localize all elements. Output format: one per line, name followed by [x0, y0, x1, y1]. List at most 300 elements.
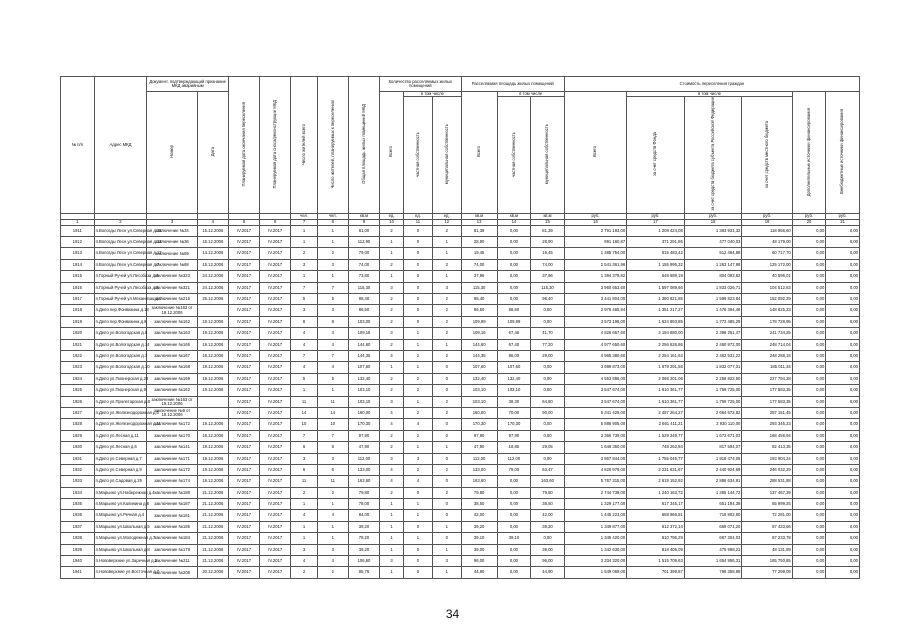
cell-l: 67 233,78 [742, 533, 792, 544]
cell-addr: п.Марьино ул.Молодежная д.7 [94, 533, 147, 544]
cell-c2: 2 [404, 373, 433, 384]
cell-c3: 3 [432, 282, 461, 293]
cell-b: 2 398 251,47 [684, 328, 742, 339]
cell-b: 2 886 634,91 [684, 476, 742, 487]
cell-s2: 0,00 [497, 544, 531, 555]
cell-p2: IV.2017 [260, 510, 291, 521]
cell-r1: 5 [291, 294, 317, 305]
cell-s1: 28,90 [461, 237, 497, 248]
cell-date: 19.12.2006 [197, 385, 228, 396]
cell-p2: IV.2017 [260, 373, 291, 384]
cell-date [197, 305, 228, 316]
header-area-incl: в том числе [497, 92, 564, 97]
cell-c2: 2 [404, 464, 433, 475]
cell-p2: IV.2017 [260, 567, 291, 578]
cell-f: 2 497 264,27 [627, 407, 685, 418]
cell-s2: 0,00 [497, 271, 531, 282]
cell-f: 617 345,17 [627, 499, 685, 510]
cell-e: 0,00 [792, 476, 826, 487]
cell-f: 658 966,81 [627, 510, 685, 521]
table-row [61, 339, 860, 350]
cell-addr: п.Депо ул.Вологодская д.14 [94, 339, 147, 350]
cell-date: 21.12.2006 [197, 556, 228, 567]
cell-c2: 4 [404, 419, 433, 430]
cell-l: 177 583,35 [742, 396, 792, 407]
table-row [61, 476, 860, 487]
cell-t: 991 160,87 [564, 237, 626, 248]
cell-doc: заключение №184 [147, 533, 197, 544]
cell-s3: 38,50 [531, 499, 565, 510]
cell-nb: 0,00 [826, 316, 860, 327]
cell-t: 1 646 350,00 [564, 442, 626, 453]
cell-r1: 3 [291, 259, 317, 270]
cell-s1: 109,16 [461, 328, 497, 339]
cell-p1: IV.2017 [228, 385, 259, 396]
header-cost: Стоимость переселения граждан [564, 77, 859, 92]
column-number: 1 [61, 219, 95, 225]
cell-e: 0,00 [792, 316, 826, 327]
cell-r2: 4 [317, 556, 348, 567]
cell-e: 0,00 [792, 351, 826, 362]
cell-c2: 0 [404, 225, 433, 236]
cell-r1: 6 [291, 464, 317, 475]
cell-r2: 1 [317, 499, 348, 510]
cell-s1: 109,99 [461, 316, 497, 327]
cell-f: 612 372,14 [627, 521, 685, 532]
cell-addr: п.Вологды Лесн ул.Северная д.13 [94, 237, 147, 248]
cell-date: 21.12.2006 [197, 544, 228, 555]
cell-addr: п.Депо ул.Садовая д.26 [94, 476, 147, 487]
unit-cell: кв.м [461, 213, 497, 219]
cell-nb: 0,00 [826, 282, 860, 293]
cell-c2: 0 [404, 248, 433, 259]
cell-p2: IV.2017 [260, 396, 291, 407]
cell-b: 1 599 823,84 [684, 294, 742, 305]
cell-nb: 0,00 [826, 464, 860, 475]
cell-t: 1 329 177,00 [564, 499, 626, 510]
cell-s2: 109,99 [497, 316, 531, 327]
cell-c2: 2 [404, 430, 433, 441]
column-number: 18 [684, 219, 742, 225]
cell-f: 1 755 045,77 [627, 453, 685, 464]
cell-c2: 1 [404, 533, 433, 544]
cell-area: 47,90 [348, 442, 379, 453]
cell-nb: 0,00 [826, 419, 860, 430]
cell-t: 5 886 905,00 [564, 419, 626, 430]
cell-s1: 38,50 [461, 499, 497, 510]
cell-b: 669 071,20 [684, 521, 742, 532]
cell-p2: IV.2017 [260, 419, 291, 430]
cell-c1: 1 [380, 567, 404, 578]
cell-c1: 4 [380, 351, 404, 362]
column-number: 16 [564, 219, 626, 225]
cell-c1: 1 [380, 362, 404, 373]
cell-c1: 2 [380, 259, 404, 270]
cell-doc: заключение №323 [147, 271, 197, 282]
cell-area: 86,50 [348, 305, 379, 316]
cell-s1: 103,10 [461, 396, 497, 407]
cell-c1: 3 [380, 556, 404, 567]
cell-date: 21.12.2006 [197, 510, 228, 521]
cell-date: 20.12.2006 [197, 567, 228, 578]
cell-n: 1935 [61, 499, 95, 510]
cell-nb: 0,00 [826, 396, 860, 407]
cell-r1: 1 [291, 225, 317, 236]
cell-area: 160,00 [348, 407, 379, 418]
cell-s3: 0,00 [531, 316, 565, 327]
cell-c1: 4 [380, 464, 404, 475]
cell-p1: IV.2017 [228, 510, 259, 521]
cell-r2: 7 [317, 282, 348, 293]
cell-p2: IV.2017 [260, 533, 291, 544]
cell-b: 651 194,39 [684, 499, 742, 510]
cell-area: 79,80 [348, 487, 379, 498]
cell-p1: IV.2017 [228, 316, 259, 327]
cell-c3: 1 [432, 339, 461, 350]
cell-doc: заключение №162 [147, 316, 197, 327]
cell-doc: заключение №166 [147, 339, 197, 350]
cell-s1: 144,35 [461, 351, 497, 362]
cell-p2: IV.2017 [260, 339, 291, 350]
cell-c2: 1 [404, 499, 433, 510]
cell-doc: заключение №163 от 19.12.2006 [147, 396, 197, 407]
cell-s1: 79,80 [461, 487, 497, 498]
cell-s3: 19,45 [531, 248, 565, 259]
cell-f: 371 291,86 [627, 237, 685, 248]
unit-cell: кв.м [497, 213, 531, 219]
cell-nb: 0,00 [826, 385, 860, 396]
table-row [61, 521, 860, 532]
header-budget-subject: за счет средств бюджета субъекта Российской Федерации [684, 97, 742, 213]
cell-e: 0,00 [792, 556, 826, 567]
cell-s2: 0,00 [497, 225, 531, 236]
cell-r1: 2 [291, 567, 317, 578]
table-row [61, 442, 860, 453]
cell-s3: 41,70 [531, 328, 565, 339]
cell-c1: 2 [380, 294, 404, 305]
cell-nb: 0,00 [826, 362, 860, 373]
cell-doc: заключение №68 [147, 259, 197, 270]
cell-s1: 44,90 [461, 567, 497, 578]
cell-c1: 4 [380, 476, 404, 487]
cell-l: 178 728,95 [742, 316, 792, 327]
cell-n: 1923 [61, 362, 95, 373]
cell-r2: 14 [317, 407, 348, 418]
cell-nb: 0,00 [826, 510, 860, 521]
cell-l: 177 583,35 [742, 385, 792, 396]
cell-date: 19.12.2006 [197, 430, 228, 441]
cell-s1: 133,00 [461, 464, 497, 475]
cell-r2: 6 [317, 464, 348, 475]
cell-addr: п.Вологды Лесн ул.Северная д.15 [94, 225, 147, 236]
cell-b: 1 832 077,31 [684, 362, 742, 373]
cell-c2: 0 [404, 294, 433, 305]
table-row [61, 225, 860, 236]
cell-b: 1 476 394,48 [684, 305, 742, 316]
cell-t: 2 791 193,00 [564, 225, 626, 236]
cell-date: 14.12.2006 [197, 248, 228, 259]
header-budget-local: за счет средств местного бюджета [742, 97, 792, 213]
cell-c3: 1 [432, 271, 461, 282]
cell-c3: 0 [432, 430, 461, 441]
header-address: Адрес МКД [94, 77, 147, 214]
table-row [61, 282, 860, 293]
cell-c1: 2 [380, 316, 404, 327]
cell-b: 512 484,88 [684, 248, 742, 259]
cell-b: 2 258 822,50 [684, 373, 742, 384]
cell-r1: 8 [291, 316, 317, 327]
cell-p1: IV.2017 [228, 237, 259, 248]
cell-f: 548 689,19 [627, 271, 685, 282]
cell-p2: IV.2017 [260, 464, 291, 475]
cell-c3: 2 [432, 351, 461, 362]
cell-l: 246 032,29 [742, 464, 792, 475]
cell-p1: IV.2017 [228, 259, 259, 270]
cell-nb: 0,00 [826, 305, 860, 316]
cell-c3: 2 [432, 328, 461, 339]
cell-area: 39,20 [348, 521, 379, 532]
cell-date: 19.12.2006 [197, 373, 228, 384]
header-area-settled: Расселяемая площадь жилых помещений [461, 77, 564, 92]
cell-p2: IV.2017 [260, 385, 291, 396]
table-row [61, 464, 860, 475]
cell-r2: 1 [317, 533, 348, 544]
cell-c3: 2 [432, 294, 461, 305]
cell-r1: 3 [291, 544, 317, 555]
cell-f: 615 483,42 [627, 248, 685, 259]
cell-s3: 39,00 [531, 544, 565, 555]
cell-f: 2 256 626,86 [627, 339, 685, 350]
cell-c1: 3 [380, 282, 404, 293]
cell-c3: 0 [432, 385, 461, 396]
cell-p1: IV.2017 [228, 362, 259, 373]
cell-f: 1 380 921,85 [627, 294, 685, 305]
cell-b: 1 918 474,05 [684, 453, 742, 464]
cell-nb: 0,00 [826, 544, 860, 555]
cell-addr: п.Депо ул.Северная д.9 [94, 464, 147, 475]
cell-area: 103,10 [348, 385, 379, 396]
header-document: Документ, подтверждающий признание МКД аварийным [147, 77, 229, 92]
cell-date: 15.12.2006 [197, 259, 228, 270]
cell-addr: п.Марьино ул.Набережная д.4 [94, 487, 147, 498]
cell-s3: 0,00 [531, 362, 565, 373]
unit-cell: руб. [742, 213, 792, 219]
cell-s1: 107,60 [461, 362, 497, 373]
cell-f: 1 610 361,77 [627, 385, 685, 396]
cell-addr: п.Горный Ручей ул.Лесобаза д.8 [94, 282, 147, 293]
cell-c2: 0 [404, 544, 433, 555]
cell-p1: IV.2017 [228, 464, 259, 475]
cell-nb: 0,00 [826, 487, 860, 498]
cell-b: 1 759 725,00 [684, 396, 742, 407]
cell-t: 3 441 804,00 [564, 294, 626, 305]
column-number: 19 [742, 219, 792, 225]
header-total-area: Общая площадь жилых помещений МКД [348, 77, 379, 214]
cell-nb: 0,00 [826, 442, 860, 453]
table-row [61, 385, 860, 396]
cell-s3: 115,30 [531, 282, 565, 293]
cell-c2: 0 [404, 567, 433, 578]
column-number: 11 [404, 219, 433, 225]
cell-n: 1912 [61, 237, 95, 248]
cell-t: 3 334 320,00 [564, 556, 626, 567]
unit-cell: руб. [564, 213, 626, 219]
cell-p1: IV.2017 [228, 556, 259, 567]
column-number: 7 [291, 219, 317, 225]
cell-r2: 11 [317, 396, 348, 407]
cell-area: 79,00 [348, 248, 379, 259]
cell-c1: 1 [380, 237, 404, 248]
cell-p2: IV.2017 [260, 259, 291, 270]
cell-r1: 4 [291, 362, 317, 373]
cell-n: 1927 [61, 407, 95, 418]
cell-t: 2 541 361,96 [564, 259, 626, 270]
cell-l: 193 904,24 [742, 453, 792, 464]
cell-area: 103,10 [348, 396, 379, 407]
cell-p2: IV.2017 [260, 225, 291, 236]
cell-s3: 90,00 [531, 407, 565, 418]
cell-f: 2 254 161,63 [627, 351, 685, 362]
cell-b: 1 833 026,71 [684, 282, 742, 293]
cell-n: 1920 [61, 328, 95, 339]
cell-p1: IV.2017 [228, 407, 259, 418]
cell-l: 118 956,60 [742, 225, 792, 236]
cell-p2: IV.2017 [260, 294, 291, 305]
cell-s2: 70,00 [497, 407, 531, 418]
cell-l: 168 458,94 [742, 430, 792, 441]
cell-b: 475 998,21 [684, 544, 742, 555]
cell-r1: 7 [291, 351, 317, 362]
cell-addr: п.Горный Ручей ул.Лесобаза д.6 [94, 271, 147, 282]
cell-c1: 3 [380, 396, 404, 407]
unit-cell: ед. [380, 213, 404, 219]
cell-c3: 1 [432, 521, 461, 532]
cell-e: 0,00 [792, 339, 826, 350]
cell-l: 137 467,39 [742, 487, 792, 498]
cell-p1: IV.2017 [228, 419, 259, 430]
cell-p1: IV.2017 [228, 328, 259, 339]
cell-p2: IV.2017 [260, 316, 291, 327]
cell-s3: 28,90 [531, 237, 565, 248]
cell-r1: 11 [291, 476, 317, 487]
header-extra: Дополнительные источники финансирования [792, 92, 826, 214]
cell-l: 248 288,15 [742, 351, 792, 362]
cell-b: 667 304,03 [684, 533, 742, 544]
cell-l: 67 433,66 [742, 521, 792, 532]
cell-r1: 4 [291, 510, 317, 521]
cell-n: 1925 [61, 385, 95, 396]
cell-t: 1 445 223,00 [564, 510, 626, 521]
cell-doc: заключение №172 [147, 464, 197, 475]
cell-b: 817 594,07 [684, 442, 742, 453]
cell-s1: 132,40 [461, 373, 497, 384]
cell-area: 103,00 [348, 316, 379, 327]
cell-n: 1911 [61, 225, 95, 236]
unit-cell: руб. [627, 213, 685, 219]
cell-s1: 39,10 [461, 533, 497, 544]
cell-addr: п.Депо ул.Лесная д.6 [94, 442, 147, 453]
table-row [61, 259, 860, 270]
table-row [61, 533, 860, 544]
cell-e: 0,00 [792, 533, 826, 544]
cell-nb: 0,00 [826, 351, 860, 362]
cell-doc: заключение №36 [147, 237, 197, 248]
cell-t: 4 553 886,00 [564, 373, 626, 384]
cell-e: 0,00 [792, 362, 826, 373]
cell-area: 106,60 [348, 556, 379, 567]
cell-t: 4 820 979,00 [564, 464, 626, 475]
cell-t: 1 349 877,00 [564, 521, 626, 532]
cell-addr: п.Депо ул.Вологодская д.7 [94, 351, 147, 362]
cell-n: 1922 [61, 351, 95, 362]
cell-doc: заключение №163 от 19.12.2006 [147, 305, 197, 316]
cell-p1: IV.2017 [228, 396, 259, 407]
unit-cell: руб. [684, 213, 742, 219]
cell-s2: 86,00 [497, 351, 531, 362]
cell-s3: 98,40 [531, 294, 565, 305]
cell-s1: 96,00 [461, 556, 497, 567]
cell-c2: 1 [404, 510, 433, 521]
cell-l: 65 999,25 [742, 499, 792, 510]
cell-addr: п.Депо ул.Вологодская д.8 [94, 328, 147, 339]
cell-r2: 1 [317, 237, 348, 248]
cell-doc: заключение №34 [147, 225, 197, 236]
cell-p2: IV.2017 [260, 351, 291, 362]
cell-doc: заключение №169 [147, 373, 197, 384]
cell-l: 185 011,34 [742, 362, 792, 373]
cell-area: 85,76 [348, 567, 379, 578]
cell-s3: 79,80 [531, 487, 565, 498]
cell-doc: заключение №185 [147, 521, 197, 532]
cell-p1: IV.2017 [228, 373, 259, 384]
cell-area: 112,00 [348, 453, 379, 464]
cell-addr: п.Депо ул.Пионерская д.28 [94, 373, 147, 384]
cell-date [197, 407, 228, 418]
cell-n: 1936 [61, 510, 95, 521]
cell-s2: 0,00 [497, 556, 531, 567]
cell-area: 74,00 [348, 259, 379, 270]
header-fund: за счет средств Фонда [627, 97, 685, 213]
cell-s1: 39,20 [461, 521, 497, 532]
cell-r2: 1 [317, 385, 348, 396]
cell-doc: заключение №162 [147, 385, 197, 396]
cell-t: 3 573 199,00 [564, 316, 626, 327]
cell-n: 1940 [61, 556, 95, 567]
cell-n: 1919 [61, 316, 95, 327]
cell-s2: 0,00 [497, 282, 531, 293]
cell-addr: п.Марьино ул.Калинина д.6 [94, 499, 147, 510]
header-rooms-incl: в том числе [404, 92, 462, 97]
cell-c1: 1 [380, 248, 404, 259]
cell-b: 2 460 872,00 [684, 339, 742, 350]
cell-c2: 0 [404, 271, 433, 282]
cell-s3: 29,00 [531, 351, 565, 362]
cell-addr: п.Депо пер.Фонвизина д.8 [94, 316, 147, 327]
cell-s2: 67,46 [497, 328, 531, 339]
cell-addr: п.Депо ул.Вологодская д.10 [94, 362, 147, 373]
cell-r2: 5 [317, 294, 348, 305]
cell-date: 24.12.2006 [197, 282, 228, 293]
cell-c2: 1 [404, 328, 433, 339]
cell-b: 2 664 672,82 [684, 407, 742, 418]
cell-f: 1 624 893,85 [627, 316, 685, 327]
cell-s2: 170,30 [497, 419, 531, 430]
cell-area: 112,90 [348, 237, 379, 248]
cell-nb: 0,00 [826, 328, 860, 339]
cell-c2: 4 [404, 476, 433, 487]
cell-c3: 1 [432, 567, 461, 578]
cell-c3: 2 [432, 407, 461, 418]
